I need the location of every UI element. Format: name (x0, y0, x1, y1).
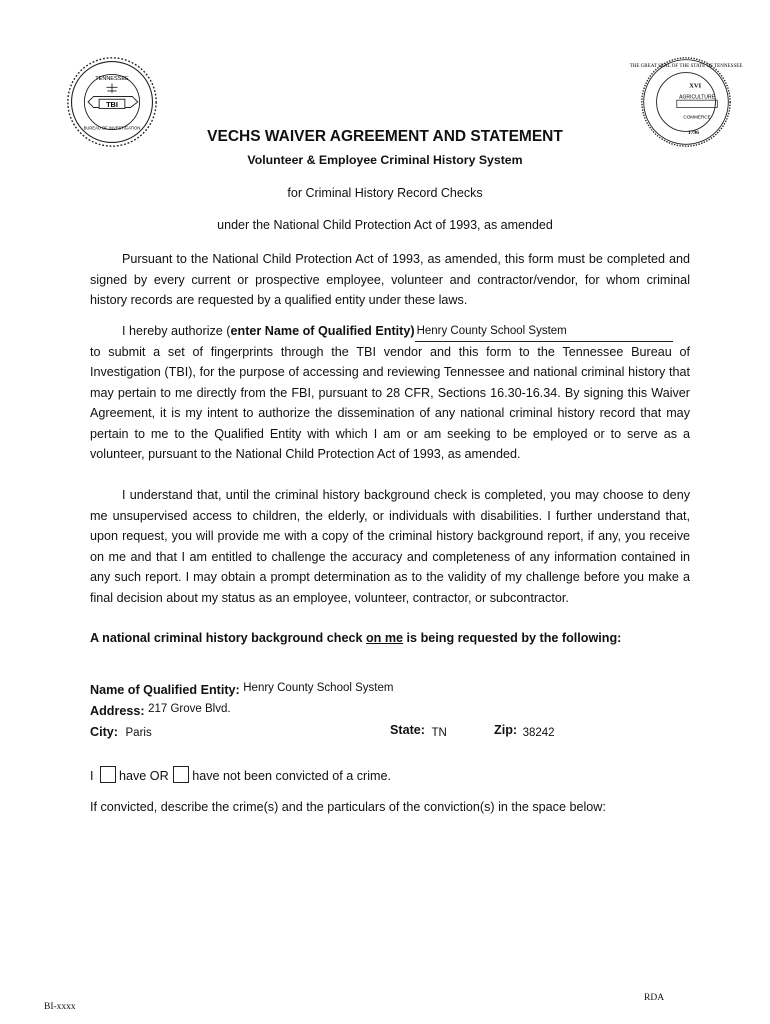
state-seal-center: AGRICULTURE (679, 94, 715, 101)
have-not-been-convicted-checkbox[interactable] (173, 766, 189, 783)
tbi-seal-bottom: BUREAU OF INVESTIGATION (83, 125, 141, 131)
request-line-b: on me (365, 631, 404, 645)
zip-value[interactable]: 38242 (522, 727, 555, 739)
state-value[interactable]: TN (431, 727, 447, 739)
document-subtitle: Volunteer & Employee Criminal History System (247, 153, 523, 167)
tbi-seal-center: TBI (106, 100, 118, 110)
conviction-description-area[interactable] (90, 822, 690, 982)
address-label: Address: (90, 704, 145, 718)
footer-rda: RDA (644, 993, 665, 1003)
understand-paragraph (90, 485, 690, 608)
understand-text: I understand that, until the criminal history background check is completed, you may choose to deny me unsupervised access to children, the elderly, or individuals with disabilities. I further understand that, upon request, you will provide me with a copy of the criminal history background report, if any, you receive on me and that I am entitled to challenge the accuracy and completeness of any information contained in any such report. I may obtain a prompt determination as to the validity of my challenge before you make a final decision about my status as an employee, volunteer, contractor, or subcontractor. (90, 488, 690, 605)
state-label: State: (390, 723, 425, 737)
state-seal-num: XVI (689, 82, 702, 90)
city-value[interactable]: Paris (125, 727, 152, 739)
address-row (90, 704, 231, 718)
address-value[interactable]: 217 Grove Blvd. (148, 703, 231, 715)
conviction-opt2-label: have not been convicted of a crime. (192, 769, 392, 783)
city-label: City: (90, 725, 118, 739)
document-title: VECHS WAIVER AGREEMENT AND STATEMENT (207, 128, 563, 145)
conviction-i: I (90, 769, 94, 783)
have-been-convicted-checkbox[interactable] (100, 766, 116, 783)
state-seal-ring-text: THE GREAT SEAL OF THE STATE OF TENNESSEE (629, 63, 743, 70)
footer-form-number: BI-xxxx (44, 1002, 76, 1012)
tbi-seal-top: TENNESSEE (95, 75, 129, 82)
authorize-paragraph (90, 321, 690, 465)
describe-instruction: If convicted, describe the crime(s) and the particulars of the conviction(s) in the space below: (90, 800, 606, 814)
entity-name-label: Name of Qualified Entity: (90, 683, 240, 697)
state-seal-year: 1796 (687, 130, 699, 137)
zip-row (494, 723, 555, 737)
entity-name-value[interactable]: Henry County School System (243, 682, 394, 694)
authorize-label: enter Name of Qualified Entity) (230, 324, 415, 338)
state-row (390, 723, 447, 737)
request-line-a: A national criminal history background check (90, 631, 366, 645)
state-seal-lower: COMMERCE (683, 114, 711, 120)
intro-paragraph (90, 249, 690, 311)
authorize-lead: I hereby authorize ( (122, 324, 231, 338)
conviction-row (90, 766, 391, 783)
conviction-opt1-label: have OR (119, 769, 169, 783)
subtitle-line-2: for Criminal History Record Checks (287, 186, 483, 200)
city-row (90, 725, 152, 739)
request-line (90, 628, 690, 649)
entity-name-row (90, 683, 393, 697)
subtitle-line-3: under the National Child Protection Act of 1993, as amended (217, 218, 553, 232)
request-line-c: is being requested by the following: (403, 631, 622, 645)
qualified-entity-field[interactable] (415, 326, 673, 342)
zip-label: Zip: (494, 723, 518, 737)
qualified-entity-value: Henry County School System (416, 324, 567, 337)
authorize-body: to submit a set of fingerprints through the TBI vendor and this form to the Tennessee Bureau of Investigation (TBI), for the purpose of accessing and reviewing Tennessee and national criminal history that may pertain to me directly from the FBI, pursuant to 28 CFR, Sections 16.30-16.34. By signing this Waiver Agreement, it is my intent to authorize the dissemination of any national criminal history record that may pertain to me to the Qualified Entity with which I am or am seeking to be employed or to serve as a volunteer, pursuant to the National Child Protection Act of 1993, as amended. (90, 344, 690, 461)
intro-text: Pursuant to the National Child Protection Act of 1993, as amended, this form must be completed and signed by every current or prospective employee, volunteer and contractor/vendor, for whom criminal history records are requested by a qualified entity under these laws. (90, 252, 690, 307)
